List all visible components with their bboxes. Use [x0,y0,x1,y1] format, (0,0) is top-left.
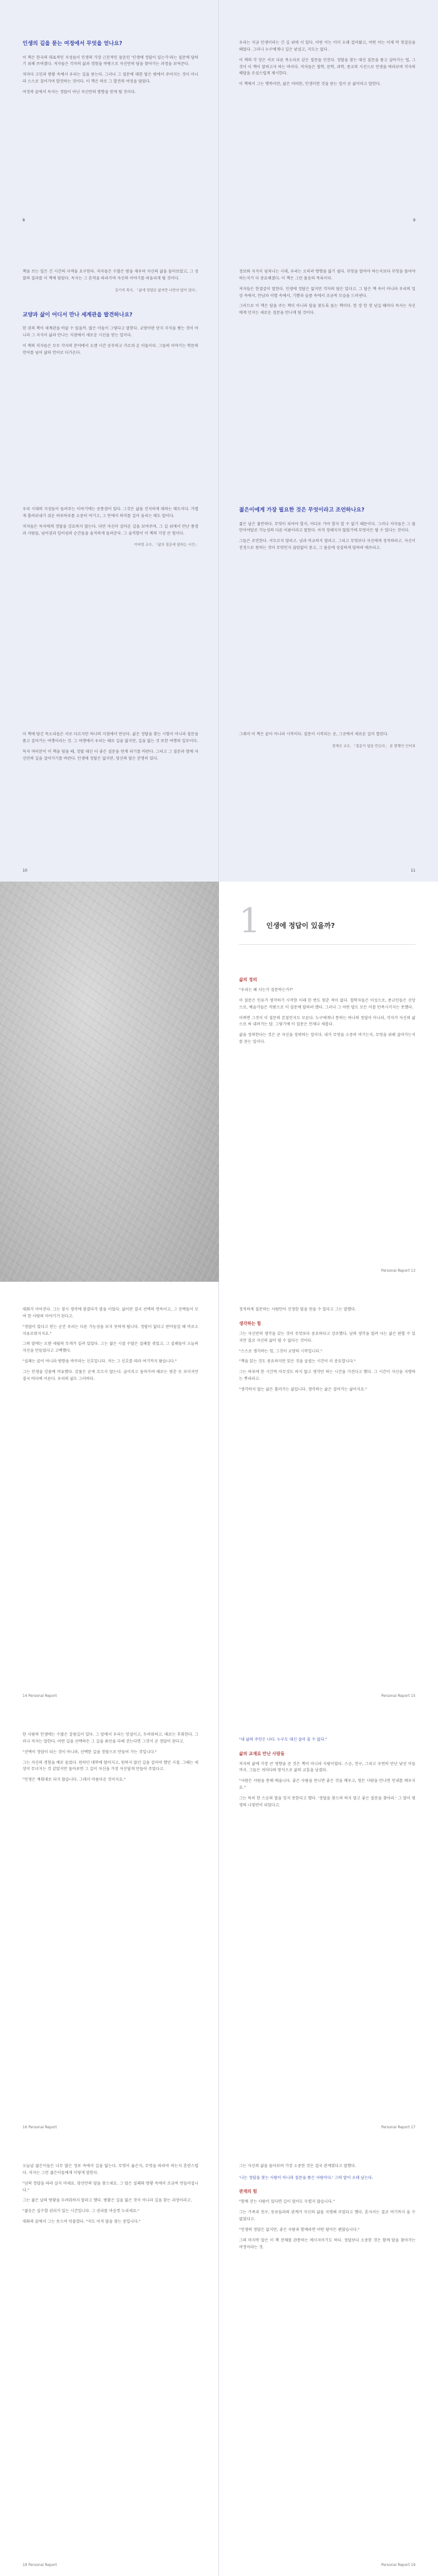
body-text [23,506,198,537]
page-left [0,481,219,694]
paragraph: "실패는 끝이 아니라 방향을 바꾸라는 신호입니다. 저는 그 신호를 따라 여기까지 왔습니다." [23,1359,177,1364]
citation: 정재승 교수, 「질문이 답을 만든다」 본 발행인 인터뷰 [332,744,415,748]
paragraph: 여정의 끝에서 독자는 정답이 아닌 자신만의 방향을 얻게 될 것이다. [23,89,136,94]
section-heading: 관계의 힘 [239,2189,257,2195]
section-heading: 삶의 정의 [239,977,257,982]
chapter-photo [0,882,219,1282]
body-text [23,732,198,762]
question-heading: 교양과 삶이 어디서 만나 세계관을 발견하나요? [23,311,133,318]
paragraph: 그러므로 이 책은 답을 주는 책이 아니라 답을 찾도록 돕는 책이다. 한 장 한 장 넘길 때마다 독자는 자신에게 던지는 새로운 질문을 만나게 될 것이다. [239,304,415,316]
body-text [239,521,415,552]
spread-1 [0,0,438,231]
paragraph: 저마다 고민과 방황 속에서 우리는 길을 묻는다. 그러나 그 질문에 대한 답은 밖에서 주어지는 것이 아니라 스스로 걸어가며 발견하는 것이다. 이 책은 바로 그 발견의 여정을 담았다. [23,73,198,84]
paragraph: 그는 특히 한 스승의 말을 잊지 못한다고 했다. '정답을 찾으려 하지 말고 좋은 질문을 찾아라.' 그 말이 평생의 나침반이 되었다고. [239,1796,415,1808]
page-folio: 18 Personal Report [23,2563,57,2567]
body-text [23,326,198,356]
page-left [0,231,219,481]
body-text [239,2199,415,2251]
page-16 [0,1707,219,2138]
body-text [239,40,415,88]
page-9 [219,0,438,231]
page-18 [0,2138,219,2576]
body-text [23,55,198,96]
paragraph: "선택이 정답이 되는 것이 아니라, 선택한 길을 정답으로 만들어 가는 것입니다." [23,1749,157,1754]
paragraph: 그는 가족과 친구, 동료들과의 관계가 자신의 삶을 지탱해 주었다고 했다. 혼자서는 결코 여기까지 올 수 없었다고. [239,2210,415,2222]
citation: 이어령 교수, 「삶의 질문에 답하는 시간」 [134,543,198,548]
paragraph: "인생의 정답은 없지만, 좋은 사람과 함께라면 어떤 답이든 괜찮습니다." [239,2227,360,2232]
paragraph: 그래서 이 책은 끝이 아니라 시작이다. 질문이 시작되는 곳, 그곳에서 새로운 길이 열린다. [239,732,389,737]
paragraph: 그는 인생을 강물에 비유했다. 강물은 곧게 흐르지 않는다. 굽이치고 돌아가며 때로는 멈춘 듯 보이지만 결국 바다에 이른다. 우리의 삶도 그러하다. [23,1369,198,1381]
blue-note: '나는 정답을 찾는 사람이 아니라 질문을 품은 사람이다.' 그의 말이 오래 남는다. [239,2175,374,2180]
spread-14-15 [0,1282,438,1707]
page-folio: Personal Report 17 [381,2126,415,2130]
page-19 [219,2138,438,2576]
page-right [219,231,438,481]
body-text [239,2163,415,2170]
paragraph: "책을 읽는 것도 중요하지만 읽은 것을 곱씹는 시간이 더 중요합니다." [239,1359,356,1364]
page-11 [219,694,438,882]
paragraph: 우리 시대의 지성들이 들려주는 이야기에는 공통점이 있다. 그것은 삶을 진지하게 대하는 태도이다. 가볍게 흘려보내기 쉬운 하루하루를 소중히 여기고, 그 안에서 의미를 길어 올리는 태도 말이다. [23,507,198,518]
paragraph: 이 책의 저자들은 모두 각자의 분야에서 오랜 시간 공부하고 가르쳐 온 이들이다. 그들의 이야기는 학문의 언어를 넘어 삶의 언어로 다가온다. [23,343,198,355]
paragraph: 우리는 지금 인생이라는 긴 길 위에 서 있다. 어떤 이는 이미 오래 걸어왔고, 어떤 이는 이제 막 첫걸음을 떼었다. 그러나 누구에게나 길은 낯설고, 지도는 없다. [239,41,415,52]
paragraph: 젊은 날은 불안하다. 무엇이 되어야 할지, 어디로 가야 할지 알 수 없기 때문이다. 그러나 저자들은 그 불안이야말로 가능성의 다른 이름이라고 말한다. 아직 정해지지 않았기에 무엇이든 될 수 있다는 것이다. [239,521,415,533]
paragraph: 그는 하루에 한 시간씩 아무것도 하지 않고 생각만 하는 시간을 가진다고 했다. 그 시간이 자신을 지탱하는 뿌리라고. [239,1370,415,1382]
page-right [219,481,438,694]
page-10 [0,694,219,882]
paragraph: 정직하게 질문하는 사람만이 진정한 답을 얻을 수 있다고 그는 말했다. [239,1307,357,1312]
page-15 [219,1282,438,1707]
chapter-title: 인생에 정답이 있을까? [266,922,335,930]
spread-2 [0,231,438,481]
body-text [239,269,415,317]
paragraph: "정답이 있다고 믿는 순간 우리는 다른 가능성을 보지 못하게 됩니다. 정답이 없다고 받아들일 때 비로소 자유로워지지요." [23,1324,198,1336]
paragraph: "스스로 생각하는 힘, 그것이 교양의 시작입니다." [239,1349,323,1354]
question-heading: 젊은이에게 가장 필요한 것은 무엇이라고 조언하나요? [239,507,365,513]
page-folio: 14 Personal Report [23,1694,57,1698]
chapter-opener [0,882,438,1282]
page-folio: Personal Report 13 [381,1269,415,1273]
section-heading: 생각하는 힘 [239,1321,262,1326]
page-number: 9 [413,218,415,223]
divider [239,944,415,945]
paragraph: "사람은 사람을 통해 배웁니다. 좋은 사람을 만나면 좋은 것을 배우고, 힘든 사람을 만나면 인내를 배우지요." [239,1779,415,1791]
paragraph: 한 권의 책이 세계관을 바꿀 수 있을까. 많은 이들이 그렇다고 말한다. 교양이란 단지 지식을 쌓는 것이 아니라 그 지식이 삶과 만나는 지점에서 새로운 시선을 얻는 일이다. [23,326,198,338]
spread-4 [0,694,438,882]
paragraph: "인생은 계획대로 되지 않습니다. 그래서 아름다운 것이지요." [23,1778,126,1783]
paragraph: "우리는 왜 사는가 질문하는가?" [239,988,293,992]
page-folio: Personal Report 19 [381,2563,415,2567]
paragraph: 이 책은 한국의 대표적인 지성들이 인생의 가장 근본적인 물음인 '인생에 정답이 있는가'라는 질문에 답하기 위해 쓰여졌다. 저자들은 각자의 삶과 경험을 바탕으로 자신만의 답을 찾아가는 과정을 보여준다. [23,55,198,67]
spread-3 [0,481,438,694]
paragraph: 정보와 지식이 넘쳐나는 시대, 우리는 오히려 방향을 잃기 쉽다. 무엇을 알아야 하는지보다 무엇을 물어야 하는지가 더 중요해졌다. 이 책은 그런 물음의 목록이다. [239,269,415,281]
page-number: 10 [23,868,28,873]
chapter-heading [239,901,415,940]
paragraph: 독자 여러분이 이 책을 덮을 때, 정답 대신 더 좋은 질문을 얻게 되기를 바란다. 그리고 그 질문과 함께 자신만의 길을 걸어가기를 바란다. 인생에 정답은 없지만, 당신의 답은 분명히 있다. [23,749,198,761]
paragraph: "남의 정답을 따라 살지 마세요. 당신만의 답을 찾으세요. 그 답은 실패와 방황 속에서 조금씩 만들어집니다." [23,2181,198,2193]
paragraph: 한 사람의 인생에는 수많은 갈림길이 있다. 그 앞에서 우리는 망설이고, 두려워하고, 때로는 후회한다. 그러나 저자는 말한다. 어떤 길을 선택하든 그 길을 최선을 다해 걷는다면 그것이 곧 정답이 된다고. [23,1733,198,1744]
page-folio: 16 Personal Report [23,2126,57,2130]
paragraph: 저자들은 독자에게 정답을 강요하지 않는다. 다만 자신이 걸어온 길을 보여주며, 그 길 위에서 만난 풍경과 사람들, 넘어짐과 일어섬의 순간들을 솔직하게 들려준다. 그 솔직함이 이 책의 가장 큰 힘이다. [23,524,198,536]
body-text [23,269,198,283]
paragraph: 이 책의 각 장은 서로 다른 목소리로 같은 질문을 던진다. 정답을 찾는 대신 질문을 품고 살아가는 법, 그것이 이 책이 말하고자 하는 바이다. 저자들은 철학, 문학, 과학, 종교의 시선으로 인생을 바라보며 각자의 해답을 조심스럽게 제시한다. [239,58,415,76]
body-text [239,987,415,1046]
paragraph: 그는 자신의 경험을 예로 들었다. 원하던 대학에 떨어지고, 원하지 않던 길을 걸어야 했던 시절. 그때는 세상이 무너지는 것 같았지만 돌아보면 그 길이 자신을 가장 자신답게 만들어 주었다고. [23,1760,198,1772]
page-folio: Personal Report 15 [381,1694,415,1698]
chapter-number: 1 [239,901,261,940]
section-heading: 삶의 교재로 만난 사람들 [239,1751,285,1756]
paragraph: 그의 말에는 오랜 세월의 무게가 실려 있었다. 그는 젊은 시절 수많은 실패를 겪었고, 그 실패들이 오늘의 자신을 만들었다고 고백했다. [23,1342,198,1354]
body-text [239,1307,415,1314]
pull-quote: "내 삶의 주인은 나다. 누구도 대신 살아 줄 수 없다." [239,1738,327,1742]
page-14 [0,1282,219,1707]
page-8 [0,0,219,231]
paragraph: 이 책에서 그는 행복이란, 삶은 어떠한, 인생이란 것을 묻는 일이 곧 삶이라고 말한다. [239,82,381,87]
paragraph: 대화가 이어진다. 그는 잠시 생각에 잠겼다가 말을 이었다. 삶이란 결국 선택의 연속이고, 그 선택들이 모여 한 사람의 이야기가 된다고. [23,1307,198,1319]
page-13 [219,882,438,1282]
question-heading: 인생의 길을 묻는 여정에서 무엇을 얻나요? [23,41,123,47]
citation: 김기석 목사, 「삶에 정답은 없지만 나만의 답이 있다」 [115,288,198,293]
paragraph: 어쩌면 그것이 이 질문의 본질인지도 모른다. 누구에게나 통하는 하나의 정답이 아니라, 각자가 자신의 삶으로 써 내려가는 답. 그렇기에 이 질문은 언제나 새롭다. [239,1015,415,1027]
spread-18-19 [0,2138,438,2576]
page-photo [0,882,219,1282]
spread-16-17 [0,1707,438,2138]
paragraph: 저자들은 한결같이 말한다. 인생에 정답은 없지만 각자의 답은 있다고. 그 답은 책 속이 아니라 우리의 일상 속에서, 만남과 이별 속에서, 기쁨과 슬픔 속에서 조금씩 모습을 드러낸다. [239,286,415,298]
paragraph: 삶을 정의한다는 것은 곧 자신을 정의하는 일이다. 내가 무엇을 소중히 여기는지, 무엇을 위해 살아가는지를 묻는 일이다. [239,1033,415,1045]
page-number: 8 [23,218,25,223]
page-17 [219,1707,438,2138]
paragraph: 이 질문은 인류가 생각하기 시작한 이래 한 번도 멈춘 적이 없다. 철학자들은 이성으로, 종교인들은 신앙으로, 예술가들은 작품으로 이 질문에 답하려 했다. 그러나 그 어떤 답도 모든 이를 만족시키지는 못했다. [239,998,415,1010]
body-text [23,2163,198,2226]
paragraph: 그는 젊은 날의 방황을 두려워하지 말라고 했다. 방황은 길을 잃은 것이 아니라 길을 찾는 과정이라고. [23,2198,192,2203]
paragraph: 그들은 조언한다. 서두르지 말라고. 남과 비교하지 말라고. 그리고 무엇보다 자신에게 정직하라고. 자신이 진정으로 원하는 것이 무엇인지 끊임없이 묻고, 그 물음에 성실하게 답하려 애쓰라고. [239,539,415,551]
page-number: 11 [410,868,415,873]
paragraph: "함께 걷는 사람이 있다면 길이 멀어도 두렵지 않습니다." [239,2200,335,2205]
paragraph: "생각하지 않는 삶은 흘러가는 삶입니다. 생각하는 삶은 걸어가는 삶이지요." [239,1387,367,1392]
body-text [239,732,415,738]
paragraph: 대화의 끝에서 그는 웃으며 덧붙였다. "저도 아직 답을 찾는 중입니다." [23,2220,141,2225]
paragraph: 오늘날 젊은이들은 너무 많은 정보 속에서 길을 잃는다. 무엇이 옳은지, 무엇을 따라야 하는지 혼란스럽다. 저자는 그런 젊은이들에게 이렇게 말한다. [23,2164,198,2175]
body-text [23,1732,198,1784]
paragraph: 이 책에 담긴 목소리들은 서로 다르지만 하나의 지점에서 만난다. 삶은 정답을 찾는 시험이 아니라 질문을 품고 걸어가는 여행이라는 것. 그 여행에서 우리는 때로 길을 잃지만, 길을 잃는 것 또한 여행의 일부이다. [23,732,198,743]
paragraph: 저자의 삶에 가장 큰 영향을 준 것은 책이 아니라 사람이었다. 스승, 친구, 그리고 우연히 만난 낯선 이들까지. 그들은 저마다의 방식으로 삶의 교훈을 남겼다. [239,1761,415,1773]
paragraph: 책을 쓰는 일은 긴 시간의 사색을 요구한다. 저자들은 수많은 밤을 새우며 자신의 삶을 돌아보았고, 그 성찰의 결과를 이 책에 담았다. 독자는 그 흔적을 따라가며 자신의 이야기를 떠올리게 될 것이다. [23,269,198,281]
body-text [23,1307,198,1383]
paragraph: 그는 자신만의 생각을 갖는 것이 무엇보다 중요하다고 강조했다. 남의 생각을 빌려 사는 삶은 편할 수 있지만 결코 자신의 삶이 될 수 없다는 것이다. [239,1331,415,1343]
paragraph: "젊음은 실수할 권리가 있는 시간입니다. 그 권리를 마음껏 누리세요." [23,2209,140,2214]
paragraph: 그의 마지막 말은 이 책 전체를 관통하는 메시지이기도 하다. 정답보다 소중한 것은 함께 답을 찾아가는 여정이라는 것. [239,2238,415,2250]
body-text [239,1331,415,1394]
paragraph: 그는 자신의 삶을 돌아보며 가장 소중한 것은 결국 관계였다고 말했다. [239,2164,357,2168]
body-text [239,1761,415,1809]
